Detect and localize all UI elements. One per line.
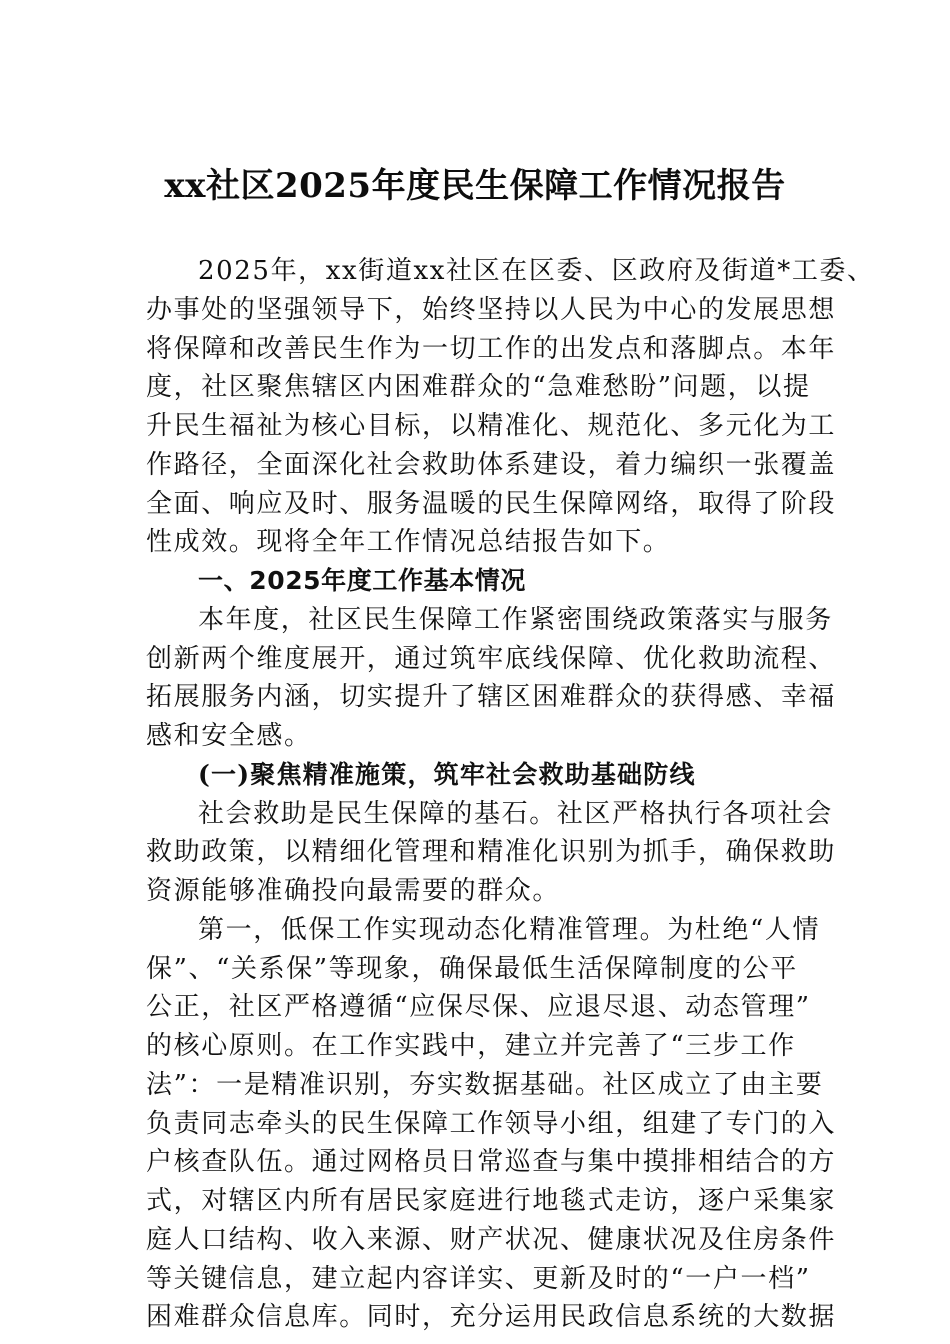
paragraph-line: 2025年，xx街道xx社区在区委、区政府及街道*工委、: [198, 256, 875, 286]
paragraph-line: 户核查队伍。通过网格员日常巡查与集中摸排相结合的方: [146, 1147, 837, 1178]
paragraph-line: 拓展服务内涵，切实提升了辖区困难群众的获得感、幸福: [146, 682, 837, 713]
paragraph-line: 本年度，社区民生保障工作紧密围绕政策落实与服务: [198, 604, 833, 635]
paragraph-line: 全面、响应及时、服务温暖的民生保障网络，取得了阶段: [146, 488, 837, 519]
paragraph-line: 感和安全感。: [146, 721, 312, 751]
paragraph-line: 保”、“关系保”等现象，确保最低生活保障制度的公平: [146, 953, 798, 984]
paragraph-line: 第一，低保工作实现动态化精准管理。为杜绝“人情: [198, 914, 821, 945]
document-title: xx社区2025年度民生保障工作情况报告: [164, 166, 786, 206]
paragraph-line: 性成效。现将全年工作情况总结报告如下。: [146, 527, 671, 558]
subsection-heading: (一)聚焦精准施策，筑牢社会救助基础防线: [198, 759, 696, 789]
paragraph-line: 困难群众信息库。同时，充分运用民政信息系统的大数据: [146, 1302, 837, 1333]
paragraph-line: 办事处的坚强领导下，始终坚持以人民为中心的发展思想: [146, 294, 837, 325]
paragraph-line: 升民生福祉为核心目标，以精准化、规范化、多元化为工: [146, 411, 837, 441]
paragraph-line: 创新两个维度展开，通过筑牢底线保障、优化救助流程、: [146, 643, 837, 674]
paragraph-line: 救助政策，以精细化管理和精准化识别为抓手，确保救助: [146, 837, 837, 868]
paragraph-line: 度，社区聚焦辖区内困难群众的“急难愁盼”问题，以提: [146, 372, 811, 403]
section-heading: 一、2025年度工作基本情况: [198, 566, 526, 595]
document-body: [146, 252, 875, 1337]
paragraph-line: 负责同志牵头的民生保障工作领导小组，组建了专门的入: [146, 1108, 837, 1139]
paragraph-line: 庭人口结构、收入来源、财产状况、健康状况及住房条件: [146, 1224, 837, 1255]
paragraph-line: 等关键信息，建立起内容详实、更新及时的“一户一档”: [146, 1263, 811, 1294]
paragraph-line: 的核心原则。在工作实践中，建立并完善了“三步工作: [146, 1031, 796, 1061]
paragraph-line: 将保障和改善民生作为一切工作的出发点和落脚点。本年: [146, 333, 837, 364]
paragraph-line: 资源能够准确投向最需要的群众。: [146, 876, 561, 906]
paragraph-line: 公正，社区严格遵循“应保尽保、应退尽退、动态管理”: [146, 992, 811, 1023]
paragraph-line: 法”：一是精准识别，夯实数据基础。社区成立了由主要: [146, 1069, 824, 1100]
paragraph-line: 作路径，全面深化社会救助体系建设，着力编织一张覆盖: [146, 449, 837, 480]
paragraph-line: 社会救助是民生保障的基石。社区严格执行各项社会: [198, 798, 833, 829]
paragraph-line: 式，对辖区内所有居民家庭进行地毯式走访，逐户采集家: [146, 1186, 837, 1216]
